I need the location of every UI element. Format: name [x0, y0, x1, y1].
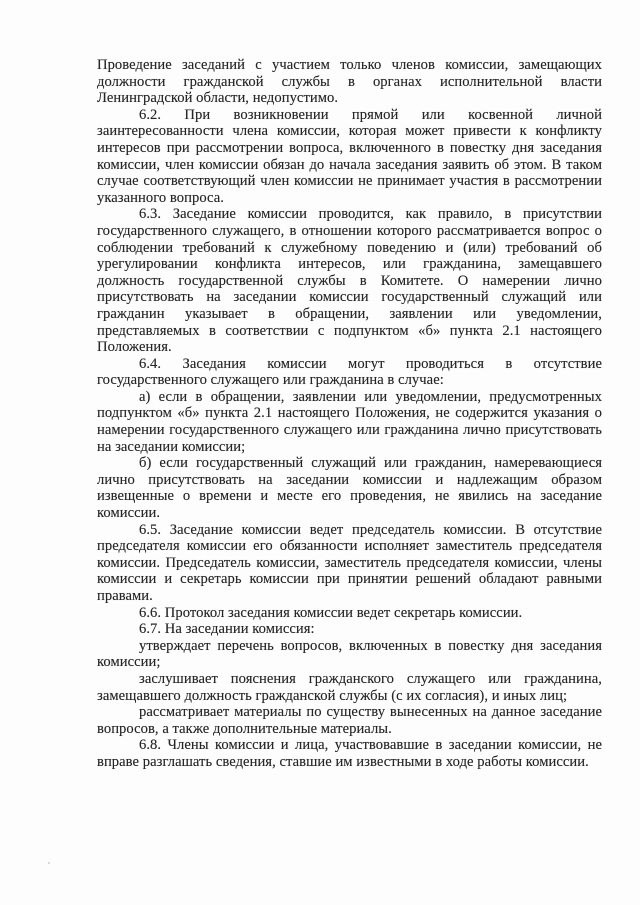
paragraph-6-4: 6.4. Заседания комиссии могут проводиться в отсутствие государственного служащего или гражданина в случае: [97, 355, 602, 389]
paragraph-6-7-item-3: рассматривает материалы по существу вынесенных на данное заседание вопросов, а также дополнительные материалы. [97, 704, 602, 737]
paragraph-6-5: 6.5. Заседание комиссии ведет председатель комиссии. В отсутствие председателя комиссии его обязанности исполняет заместитель председателя комиссии. Председатель комиссии, заместитель председателя комиссии, члены комиссии и секретарь комиссии при принятии решений обладают равными правами. [97, 521, 602, 604]
paragraph-6-2: 6.2. При возникновении прямой или косвенной личной заинтересованности члена комиссии, которая может привести к конфликту интересов при рассмотрении вопроса, включенного в повестку дня заседания комиссии, член комиссии обязан до начала заседания заявить об этом. В таком случае соответствующий член комиссии не принимает участия в рассмотрении указанного вопроса. [97, 106, 602, 206]
document-body [97, 57, 602, 771]
paragraph-6-7: 6.7. На заседании комиссия: [139, 621, 315, 638]
paragraph-6-7-item-1: утверждает перечень вопросов, включенных в повестку дня заседания комиссии; [97, 637, 602, 671]
paragraph-6-6: 6.6. Протокол заседания комиссии ведет секретарь комиссии. [139, 604, 523, 621]
scan-speck [48, 862, 50, 864]
paragraph-6-7-item-2: заслушивает пояснения гражданского служащего или гражданина, замещавшего должность гражданской службы (с их согласия), и иных лиц; [97, 670, 602, 704]
paragraph-6-3: 6.3. Заседание комиссии проводится, как правило, в присутствии государственного служащего, в отношении которого рассматривается вопрос о соблюдении требований к служебному поведению и (или) требований об урегулировании конфликта интересов, или гражданина, замещавшего должность государственной службы в Комитете. О намерении лично присутствовать на заседании комиссии государственный служащий или гражданин указывает в обращении, заявлении или уведомлении, представляемых в соответствии с подпунктом «б» пункта 2.1 настоящего Положения. [97, 206, 602, 356]
paragraph-6-4-a: а) если в обращении, заявлении или уведомлении, предусмотренных подпунктом «б» пункта 2.1 настоящего Положения, не содержится указания о намерении государственного служащего или гражданина лично присутствовать на заседании комиссии; [97, 388, 602, 455]
paragraph-intro: Проведение заседаний с участием только членов комиссии, замещающих должности гражданской службы в органах исполнительной власти Ленинградской области, недопустимо. [97, 57, 602, 107]
paragraph-6-8: 6.8. Члены комиссии и лица, участвовавшие в заседании комиссии, не вправе разглашать сведения, ставшие им известными в ходе работы комиссии. [97, 737, 602, 770]
paragraph-6-4-b: б) если государственный служащий или гражданин, намеревающиеся лично присутствовать на заседании комиссии и надлежащим образом извещенные о времени и месте его проведения, не явились на заседание комиссии. [97, 455, 602, 522]
